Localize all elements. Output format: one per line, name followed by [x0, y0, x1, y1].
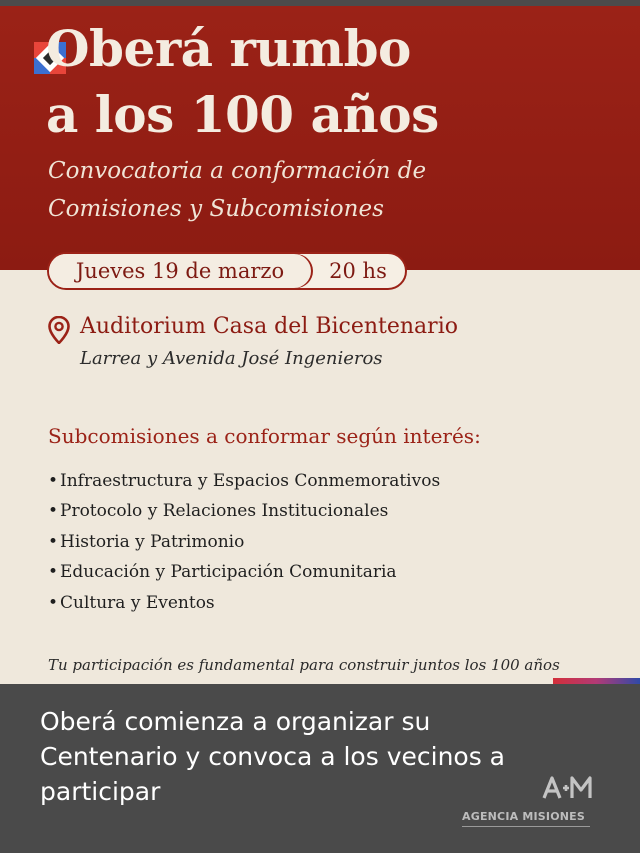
agencia-misiones-logo-icon [540, 776, 600, 800]
location-pin-icon [48, 316, 70, 344]
list-item-label: Protocolo y Relaciones Institucionales [60, 501, 389, 522]
poster-header [0, 6, 640, 270]
bullet-icon: • [48, 592, 59, 613]
list-item-label: Cultura y Eventos [60, 592, 215, 613]
brand-name: AGENCIA MISIONES [462, 810, 586, 823]
event-date: Jueves 19 de marzo [49, 254, 311, 288]
list-item [48, 466, 440, 496]
news-caption[interactable] [0, 684, 640, 853]
article-headline-line-2: Centenario y convoca a los vecinos a [40, 742, 506, 771]
poster-subtitle-line-2: Comisiones y Subcomisiones [48, 196, 384, 222]
poster-title [46, 16, 439, 148]
list-item-label: Historia y Patrimonio [60, 531, 245, 552]
article-headline-line-1: Oberá comienza a organizar su [40, 707, 431, 736]
article-headline-line-3: participar [40, 777, 161, 806]
poster-subtitle [48, 152, 426, 228]
venue-address: Larrea y Avenida José Ingenieros [80, 348, 383, 369]
event-datetime-pill [47, 252, 407, 290]
list-item-label: Infraestructura y Espacios Conmemorativos [60, 471, 441, 491]
venue-name: Auditorium Casa del Bicentenario [80, 314, 458, 339]
bullet-icon: • [48, 501, 59, 522]
bullet-icon: • [48, 562, 59, 583]
list-item [48, 588, 440, 618]
event-time: 20 hs [329, 259, 387, 283]
poster-title-line-2: a los 100 años [46, 85, 439, 144]
bullet-icon: • [48, 531, 59, 552]
subcommissions-list [48, 466, 440, 618]
bullet-icon: • [48, 471, 59, 491]
list-item [48, 527, 440, 557]
poster-title-line-1: Oberá rumbo [46, 19, 411, 78]
subcommissions-heading: Subcomisiones a conformar según interés: [48, 424, 481, 448]
list-item [48, 557, 440, 587]
list-item [48, 496, 440, 526]
poster-subtitle-line-1: Convocatoria a conformación de [48, 158, 427, 184]
article-headline[interactable] [40, 704, 600, 809]
brand-underline [462, 826, 590, 827]
closing-message: Tu participación es fundamental para construir juntos los 100 años [48, 656, 560, 674]
list-item-label: Educación y Participación Comunitaria [60, 562, 397, 583]
